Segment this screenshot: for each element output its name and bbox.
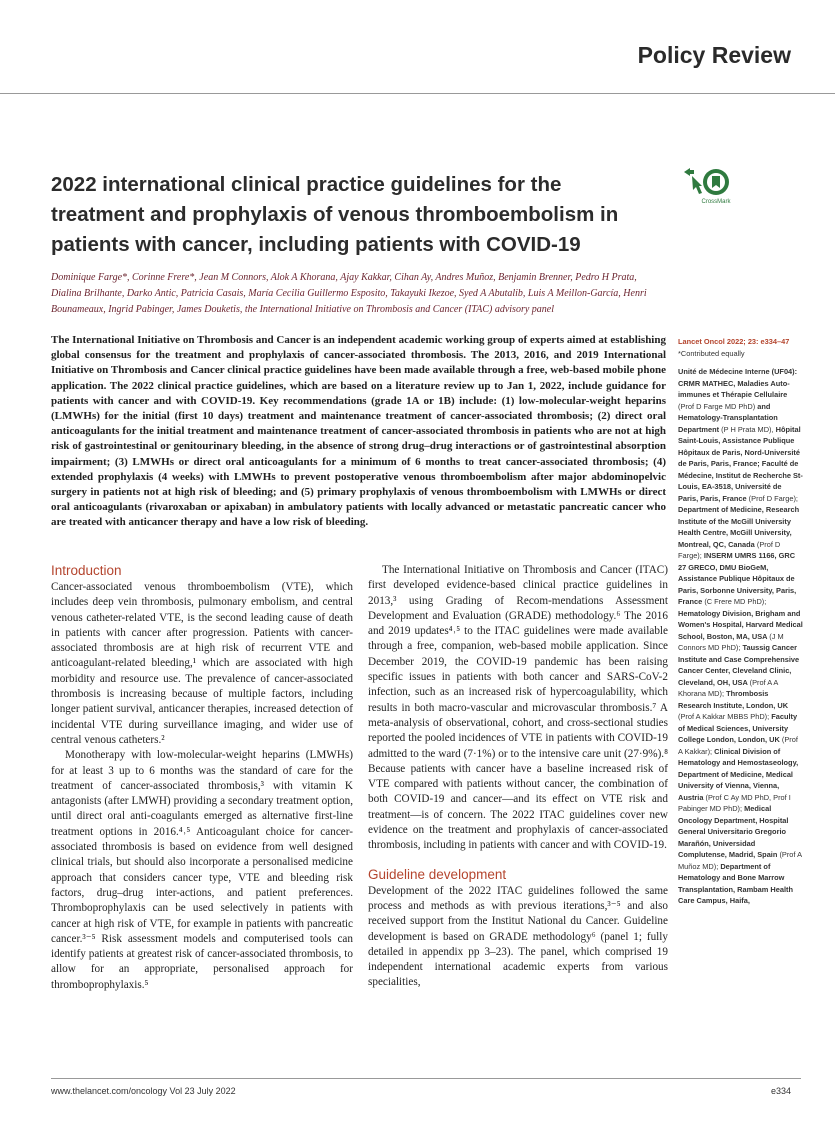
footer-journal-info[interactable]: www.thelancet.com/oncology Vol 23 July 2022 bbox=[51, 1086, 236, 1096]
body-column-middle bbox=[368, 563, 668, 991]
affiliation-item: Hematology Division, Brigham and Women's Hospital, Harvard Medical School, Boston, MA, USA (J M Connors MD PhD); bbox=[678, 608, 803, 652]
intro-paragraph-2: Monotherapy with low-molecular-weight heparins (LMWHs) for at least 3 up to 6 months was the standard of care for the treatment of cancer-associated thrombosis,³ with vitamin K antagonists (after LMWH) providing a secondary treatment option, until direct oral anti-coagulants emerged as alternative first-line treatment options in 2016.⁴˒⁵ Anticoagulant choice for cancer-associated thrombosis is based on evidence from well designed clinical trials, but should also incorporate a personalised medicine approach that considers cancer type, VTE and bleeding risk factors, drug–drug inter-actions, and patient preferences. Thromboprophylaxis can be used selectively in patients with cancer at high risk of VTE, for example in patients with pancreatic cancer.³⁻⁵ Risk assessment models and computerised tools can identify patients at greatest risk of cancer-associated thrombosis, to allow for an appropriate, personalised approach for thromboprophylaxis.⁵ bbox=[51, 749, 353, 991]
guideline-paragraph-1: Development of the 2022 ITAC guidelines followed the same process and methods as with previous iterations,³⁻⁵ and also received support from the Institut National du Cancer. Guideline development is based on GRADE methodology⁶ (panel 1; fully detailed in appendix pp 3–23). The panel, which comprised 19 independent international academic experts from various specialities, bbox=[368, 884, 668, 989]
contributed-note: *Contributed equally bbox=[678, 348, 745, 358]
crossmark-icon bbox=[680, 166, 750, 206]
intro-paragraph-1: Cancer-associated venous thromboembolism (VTE), which includes deep vein thrombosis, pulmonary embolism, and central venous catheter-related VTE, is the second leading cause of death in patients with cancer after progression. Patients with cancer-associated thrombosis are at high risk of recurrent VTE and anticoagulant-related bleeding,¹ which are associated with high morbidity and resource use. The prevalence of cancer-associated thrombosis is increasing because of multiple factors, including longer patient survival, anticancer therapies, increased detection of incidental VTE during surveillance imaging, and wider use of central venous catheters.² bbox=[51, 581, 353, 746]
crossmark-label: CrossMark bbox=[701, 199, 731, 205]
section-label: Policy Review bbox=[637, 42, 791, 68]
affiliation-item: Hôpital Saint-Louis, Assistance Publique Hôpitaux de Paris, Nord-Université de Paris, Paris, France; Faculté de Médecine, Institut de Recherche St-Louis, EA-3518, Université de Paris, Paris, France (Prof D Farge); bbox=[678, 424, 803, 503]
intro-paragraph-3: The International Initiative on Thrombosis and Cancer (ITAC) first developed evidence-based clinical practice guidelines in 2013,³ using Grading of Recom-mendations Assessment Development and Evaluation (GRADE) methodology.⁶ The 2016 and 2019 updates⁴˒⁵ to the ITAC guidelines were made available through a free, companion, web-based mobile application. Since December 2019, the COVID-19 pandemic has been raising specific issues in patients with both cancer and SARS-CoV-2 infection, such as an increased risk of hypercoagulability, which results in both macro-vascular and microvascular thrombosis.⁷ A meta-analysis of observational, cohort, and cross-sectional studies reported the pooled incidences of VTE in patients with COVID-19 admitted to the ward (7·1%) or to the intensive care unit (27·9%).⁸ Because patients with cancer have a baseline increased risk of VTE compared with patients without cancer, the combination of both COVID-19 and cancer—and its effect on VTE risk and treatment—is of concern. The 2022 ITAC guidelines cover new evidence on the treatment and prophylaxis of cancer-associated thrombosis, including in patients with cancer and with COVID-19. bbox=[368, 564, 668, 852]
page-number: e334 bbox=[770, 1086, 791, 1096]
affiliation-item: and Hematology-Transplantation Department (P H Prata MD), bbox=[678, 401, 778, 434]
citation[interactable]: Lancet Oncol 2022; 23: e334–47 bbox=[678, 337, 790, 346]
affiliation-item: Taussig Cancer Institute and Case Comprehensive Cancer Center, Cleveland Clinic, Cleveland, OH, USA (Prof A A Khorana MD); bbox=[678, 643, 800, 698]
affiliation-list bbox=[678, 366, 803, 907]
author-list: Dominique Farge*, Corinne Frere*, Jean M Connors, Alok A Khorana, Ajay Kakkar, Cihan Ay, Andres Muñoz, Benjamin Brenner, Pedro H Prata, Dialina Brilhante, Darko Antic, Patricia Casais, María Cecilia Guillermo Esposito, Takayuki Ikezoe, Syed A Abutalib, Luis A Meillon-García, Henri Bounameaux, Ingrid Pabinger, James Douketis, the International Initiative on Thrombosis and Cancer (ITAC) advisory panel bbox=[51, 272, 647, 315]
affiliation-item: INSERM UMRS 1166, GRC 27 GRECO, DMU BioGeM, Assistance Publique Hôpitaux de Paris, Sorbonne University, Paris, France (C Frere MD PhD); bbox=[678, 551, 797, 606]
body-column-left bbox=[51, 563, 353, 993]
abstract: The International Initiative on Thrombosis and Cancer is an independent academic working group of experts aimed at establishing global consensus for the treatment and prophylaxis of cancer-associated thrombosis. The 2013, 2016, and 2019 International Initiative on Thrombosis and Cancer clinical practice guidelines have been made available through a free, web-based mobile phone application. The 2022 clinical practice guidelines, which are based on a literature review up to Jan 1, 2022, include guidance for patients with cancer and with COVID-19. Key recommendations (grade 1A or 1B) include: (1) low-molecular-weight heparins (LMWHs) for the initial (first 10 days) treatment and maintenance treatment of cancer-associated thrombosis; (2) direct oral anticoagulants for the initial treatment and maintenance treatment of cancer-associated thrombosis in patients who are not at high risk of gastrointestinal or genitourinary bleeding, in the absence of strong drug–drug interactions or of gastrointestinal absorption impairment; (3) LMWHs or direct oral anticoagulants for a minimum of 6 months to treat cancer-associated thrombosis; (4) extended prophylaxis (4 weeks) with LMWHs to prevent postoperative venous thromboembolism after major abdominopelvic surgery in patients not at high risk of bleeding; and (5) primary prophylaxis of venous thromboembolism with LMWHs or direct oral anticoagulants (rivaroxaban or apixaban) in ambulatory patients with locally advanced or metastatic pancreatic cancer who are treated with anticancer therapy and have a low risk of bleeding. bbox=[51, 334, 666, 529]
header-divider bbox=[0, 93, 835, 94]
sidebar-notes bbox=[678, 336, 803, 907]
introduction-heading: Introduction bbox=[51, 563, 122, 578]
affiliation-item: Medical Oncology Department, Hospital General Universitario Gregorio Marañón, Universidad Complutense, Madrid, Spain (Prof A Muñoz MD); bbox=[678, 804, 802, 871]
footer-divider bbox=[51, 1078, 801, 1079]
affiliation-item: Department of Hematology and Bone Marrow Transplantation, Rambam Health Care Campus, Haifa, bbox=[678, 861, 793, 905]
article-title: 2022 international clinical practice guidelines for the treatment and prophylaxis of venous thromboembolism in patients with cancer, including patients with COVID-19 bbox=[51, 173, 619, 256]
guideline-development-heading: Guideline development bbox=[368, 866, 507, 882]
affiliation-item: Department of Medicine, Research Institute of the McGill University Health Centre, McGill University, Montreal, QC, Canada (Prof D Farge); bbox=[678, 505, 800, 560]
affiliation-item: Unité de Médecine Interne (UF04): CRMR MATHEC, Maladies Auto-immunes et Thérapie Cellulaire (Prof D Farge MD PhD) bbox=[678, 367, 798, 411]
affiliation-item: Faculty of Medical Sciences, University College London, London, UK (Prof A Kakkar); bbox=[678, 712, 798, 756]
affiliation-item: Thrombosis Research Institute, London, UK (Prof A Kakkar MBBS PhD); bbox=[678, 689, 789, 721]
affiliation-item: Clinical Division of Hematology and Hemostaseology, Department of Medicine, Medical University of Vienna, Vienna, Austria (Prof C Ay MD PhD, Prof I Pabinger MD PhD); bbox=[678, 746, 799, 813]
crossmark-badge[interactable] bbox=[680, 166, 750, 206]
